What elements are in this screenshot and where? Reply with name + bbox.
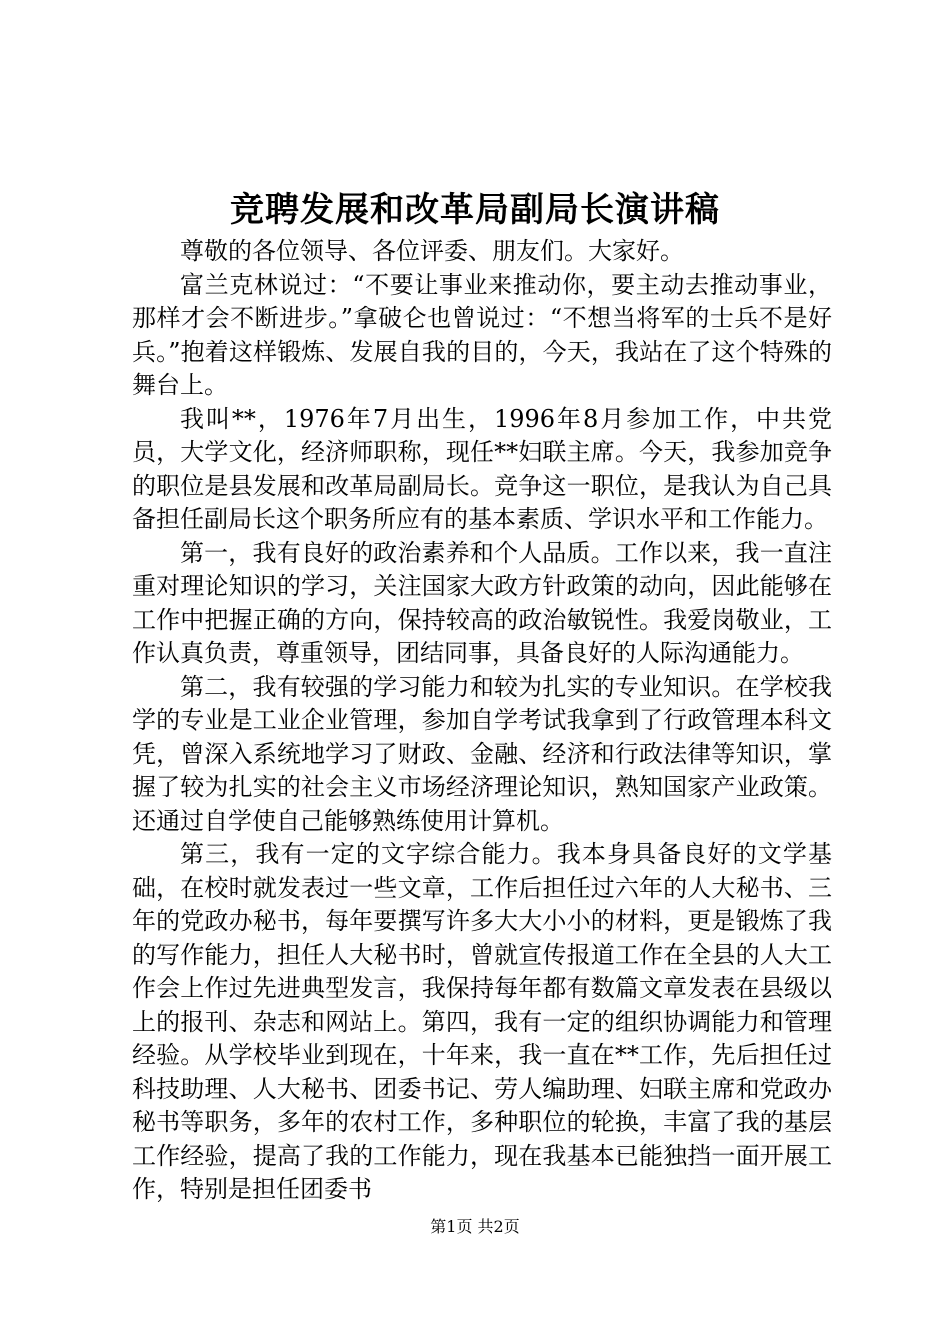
paragraph-point-three: 第三，我有一定的文字综合能力。我本身具备良好的文学基础，在校时就发表过一些文章，工作后担任过六年的人大秘书、三年的党政办秘书，每年要撰写许多大大小小的材料，更是锻炼了我的写作能力，担任人大秘书时，曾就宣传报道工作在全县的人大工作会上作过先进典型发言，我保持每年都有数篇文章发表在县级以上的报刊、杂志和网站上。第四，我有一定的组织协调能力和管理经验。从学校毕业到现在，十年来，我一直在**工作，先后担任过科技助理、人大秘书、团委书记、劳人编助理、妇联主席和党政办秘书等职务，多年的农村工作，多种职位的轮换，丰富了我的基层工作经验，提高了我的工作能力，现在我基本已能独挡一面开展工作，特别是担任团委书 bbox=[132, 840, 832, 1203]
document-title: 竞聘发展和改革局副局长演讲稿 bbox=[230, 190, 720, 230]
document-body bbox=[132, 235, 832, 1207]
paragraph-quotes: 富兰克林说过：“不要让事业来推动你，要主动去推动事业，那样才会不断进步。”拿破仑也曾说过：“不想当将军的士兵不是好兵。”抱着这样锻炼、发展自我的目的，今天，我站在了这个特殊的舞台上。 bbox=[132, 270, 832, 399]
paragraph-self-introduction: 我叫**，1976年7月出生，1996年8月参加工作，中共党员，大学文化，经济师职称，现任**妇联主席。今天，我参加竞争的职位是县发展和改革局副局长。竞争这一职位，是我认为自己具备担任副局长这个职务所应有的基本素质、学识水平和工作能力。 bbox=[132, 404, 832, 533]
paragraph-point-one: 第一，我有良好的政治素养和个人品质。工作以来，我一直注重对理论知识的学习，关注国家大政方针政策的动向，因此能够在工作中把握正确的方向，保持较高的政治敏锐性。我爱岗敬业，工作认真负责，尊重领导，团结同事，具备良好的人际沟通能力。 bbox=[132, 538, 832, 667]
paragraph-greeting: 尊敬的各位领导、各位评委、朋友们。大家好。 bbox=[180, 237, 684, 265]
paragraph-point-two: 第二，我有较强的学习能力和较为扎实的专业知识。在学校我学的专业是工业企业管理，参加自学考试我拿到了行政管理本科文凭，曾深入系统地学习了财政、金融、经济和行政法律等知识，掌握了较为扎实的社会主义市场经济理论知识，熟知国家产业政策。还通过自学使自己能够熟练使用计算机。 bbox=[132, 672, 832, 835]
page-footer: 第1页 共2页 bbox=[430, 1217, 520, 1236]
